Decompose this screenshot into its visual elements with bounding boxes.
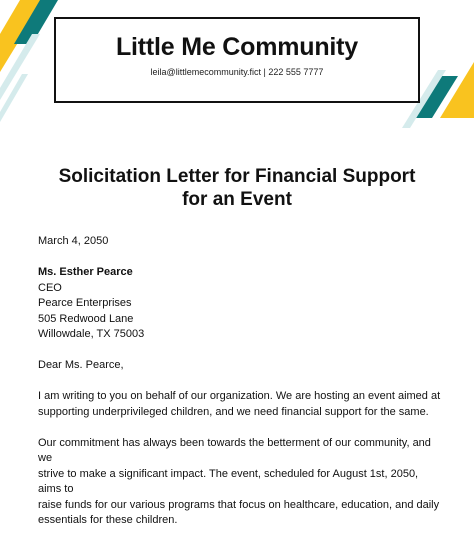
title-line-1: Solicitation Letter for Financial Support	[58, 166, 416, 187]
document-title	[20, 165, 454, 211]
paragraph-line: essentials for these children.	[38, 514, 178, 526]
paragraph-line: strive to make a significant impact. The event, scheduled for August 1st, 2050, aims to	[38, 467, 419, 495]
recipient-name: Ms. Esther Pearce	[38, 266, 133, 278]
salutation: Dear Ms. Pearce,	[38, 359, 124, 371]
paragraph-line: raise funds for our various programs that focus on healthcare, education, and daily	[38, 498, 440, 511]
recipient-company: Pearce Enterprises	[38, 297, 132, 309]
contact-info: leila@littlemecommunity.fict | 222 555 7777	[150, 67, 324, 77]
paragraph-line: Our commitment has always been towards the betterment of our community, and we	[38, 436, 431, 464]
letter-body	[38, 234, 443, 544]
recipient-city: Willowdale, TX 75003	[38, 328, 145, 340]
paragraph-line: supporting underprivileged children, and we need financial support for the same.	[38, 405, 429, 418]
recipient-street: 505 Redwood Lane	[38, 312, 134, 325]
paragraph-2	[38, 436, 443, 529]
recipient-position: CEO	[38, 281, 62, 294]
recipient-block	[38, 265, 443, 343]
paragraph-1	[38, 389, 443, 420]
letter-date: March 4, 2050	[38, 235, 109, 247]
title-line-2: for an Event	[182, 189, 292, 210]
organization-name: Little Me Community	[115, 33, 359, 61]
paragraph-line: I am writing to you on behalf of our organization. We are hosting an event aimed at	[38, 390, 441, 402]
